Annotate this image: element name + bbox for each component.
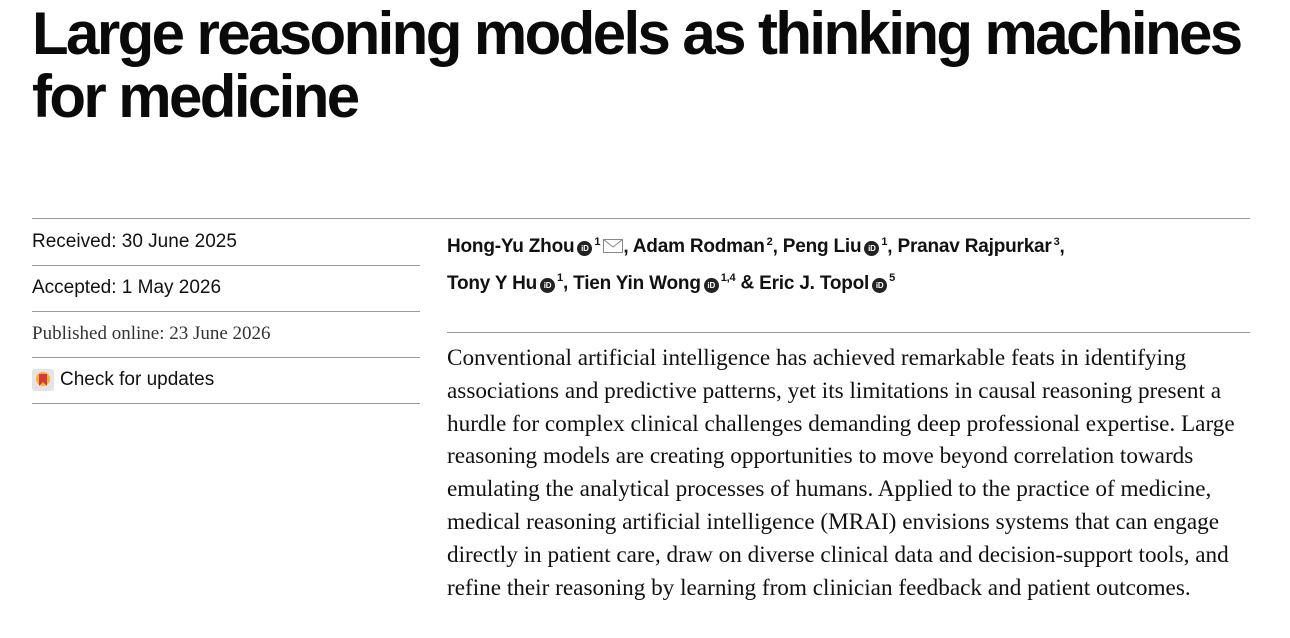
author-separator: , xyxy=(1059,236,1065,258)
author-name-text: Tien Yin Wong xyxy=(573,272,701,294)
envelope-icon[interactable] xyxy=(603,233,623,263)
author-list xyxy=(447,227,1247,299)
header-divider xyxy=(32,218,1250,219)
affiliation-number: 1,4 xyxy=(720,272,736,285)
author-name[interactable] xyxy=(447,236,623,257)
author-name[interactable] xyxy=(759,273,895,294)
author-name-text: Hong-Yu Zhou xyxy=(447,236,575,258)
crossmark-icon xyxy=(32,369,54,391)
author-separator: , xyxy=(772,236,783,258)
author-name-text: Peng Liu xyxy=(782,236,862,258)
affiliation-number: 5 xyxy=(889,272,896,285)
author-name[interactable] xyxy=(573,273,735,294)
author-name-text: Adam Rodman xyxy=(632,236,765,258)
author-separator: & xyxy=(735,272,760,294)
abstract-divider xyxy=(447,332,1250,333)
abstract-text: Conventional artificial intelligence has achieved remarkable feats in identifying associations and predictive patterns, yet its limitations in causal reasoning present a hurdle for complex clinical challenges demanding deep professional expertise. Large reasoning models are creating opportunities to move beyond correlation towards emulating the analytical processes of humans. Applied to the practice of medicine, medical reasoning artificial intelligence (MRAI) envisions systems that can engage directly in patient care, draw on diverse clinical data and decision-support tools, and refine their reasoning by learning from clinician feedback and patient outcomes. xyxy=(447,345,1235,601)
author-name[interactable] xyxy=(783,236,888,257)
author-separator: , xyxy=(623,236,633,258)
author-name[interactable] xyxy=(633,236,773,257)
published-date: Published online: 23 June 2026 xyxy=(32,323,271,344)
check-for-updates-label: Check for updates xyxy=(60,369,215,390)
author-name[interactable] xyxy=(447,273,563,294)
meta-divider xyxy=(32,265,420,266)
affiliation-number: 1 xyxy=(881,236,888,248)
received-date: Received: 30 June 2025 xyxy=(32,231,237,252)
affiliation-number: 3 xyxy=(1053,236,1060,248)
meta-divider xyxy=(32,403,420,404)
author-name[interactable] xyxy=(897,236,1059,257)
author-separator: , xyxy=(562,272,574,294)
affiliation-number: 2 xyxy=(766,236,773,248)
author-name-text: Pranav Rajpurkar xyxy=(897,236,1052,258)
author-separator: , xyxy=(887,236,898,258)
orcid-icon[interactable]: iD xyxy=(864,241,879,256)
check-for-updates-link[interactable] xyxy=(32,369,214,391)
meta-divider xyxy=(32,311,420,312)
affiliation-number: 1 xyxy=(594,236,601,248)
orcid-icon[interactable]: iD xyxy=(704,278,719,293)
accepted-date: Accepted: 1 May 2026 xyxy=(32,277,222,298)
orcid-icon[interactable]: iD xyxy=(577,241,592,256)
affiliation-number: 1 xyxy=(557,272,563,285)
author-name-text: Tony Y Hu xyxy=(447,272,538,294)
article-title: Large reasoning models as thinking machines for medicine xyxy=(32,0,1241,130)
orcid-icon[interactable]: iD xyxy=(872,278,887,293)
meta-divider xyxy=(32,357,420,358)
author-name-text: Eric J. Topol xyxy=(759,272,870,294)
orcid-icon[interactable]: iD xyxy=(540,278,555,293)
